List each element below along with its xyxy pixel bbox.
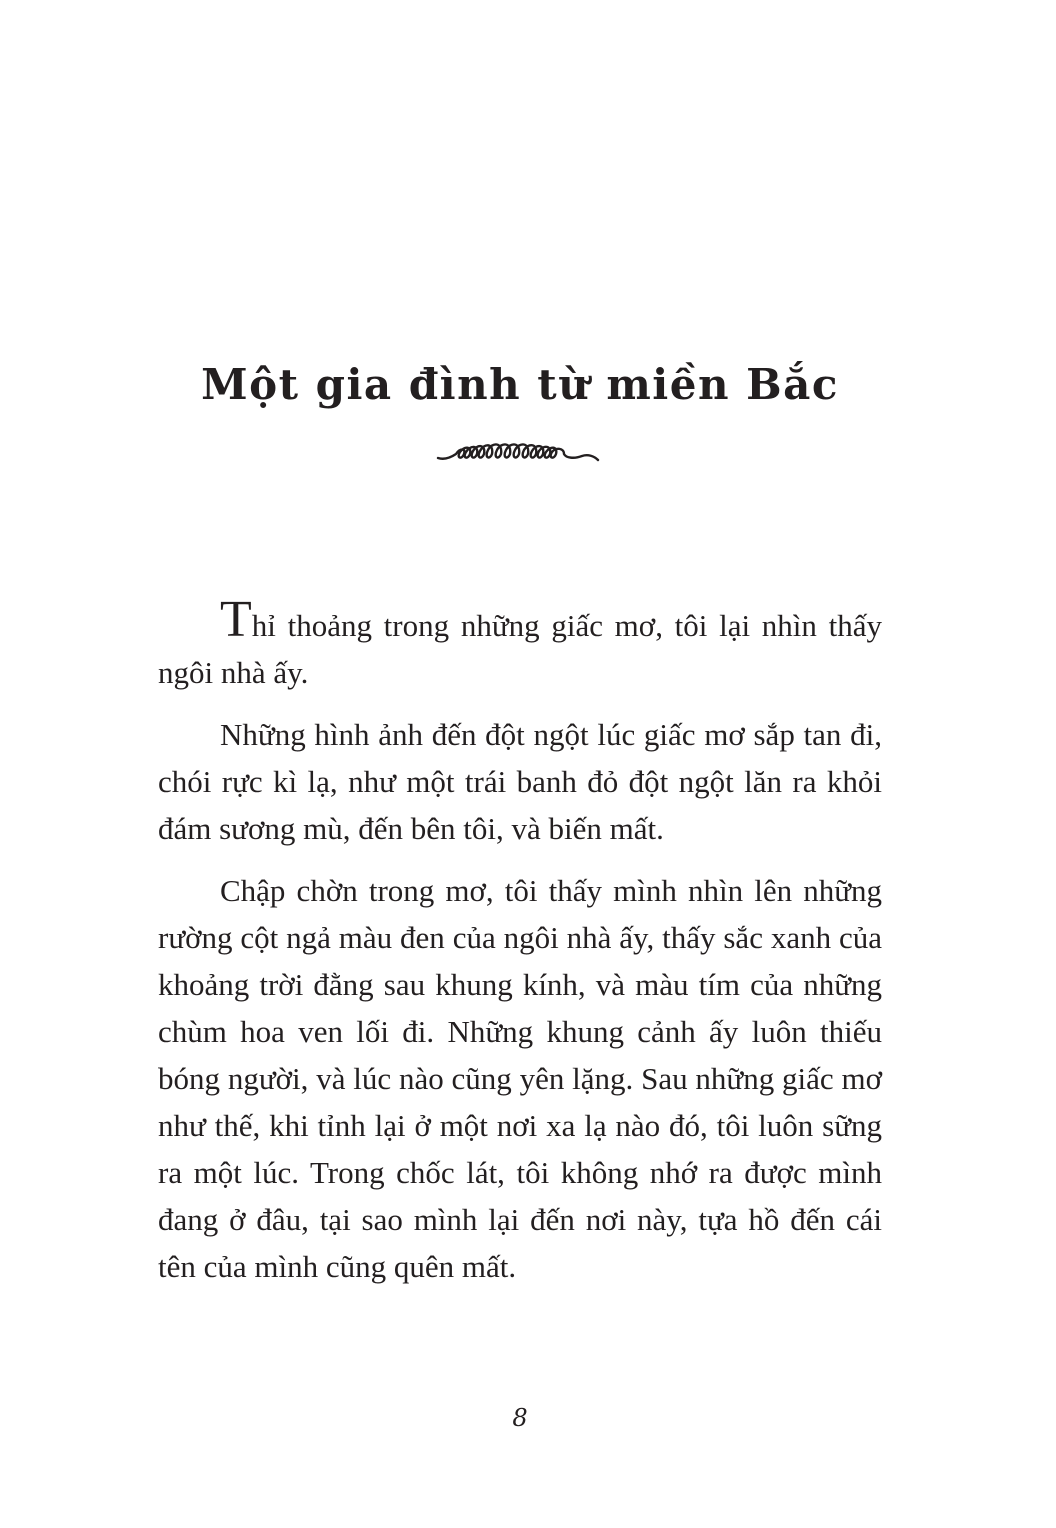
swirl-flourish-icon bbox=[436, 434, 600, 468]
paragraph-1-text: hỉ thoảng trong những giấc mơ, tôi lại nhìn thấy ngôi nhà ấy. bbox=[158, 608, 882, 690]
paragraph-1 bbox=[158, 591, 882, 696]
chapter-title: Một gia đình từ miền Bắc bbox=[201, 360, 839, 409]
drop-cap: T bbox=[220, 591, 252, 648]
paragraph-2: Những hình ảnh đến đột ngột lúc giấc mơ sắp tan đi, chói rực kì lạ, như một trái banh đỏ đột ngột lăn ra khỏi đám sương mù, đến bên tôi, và biến mất. bbox=[158, 717, 882, 846]
paragraph-3: Chập chờn trong mơ, tôi thấy mình nhìn lên những rường cột ngả màu đen của ngôi nhà ấy, thấy sắc xanh của khoảng trời đằng sau khung kính, và màu tím của những chùm hoa ven lối đi. Những khung cảnh ấy luôn thiếu bóng người, và lúc nào cũng yên lặng. Sau những giấc mơ như thế, khi tỉnh lại ở một nơi xa lạ nào đó, tôi luôn sững ra một lúc. Trong chốc lát, tôi không nhớ ra được mình đang ở đâu, tại sao mình lại đến nơi này, tựa hồ đến cái tên của mình cũng quên mất. bbox=[158, 873, 882, 1284]
chapter-body bbox=[158, 591, 882, 1305]
page-number: 8 bbox=[512, 1404, 528, 1432]
